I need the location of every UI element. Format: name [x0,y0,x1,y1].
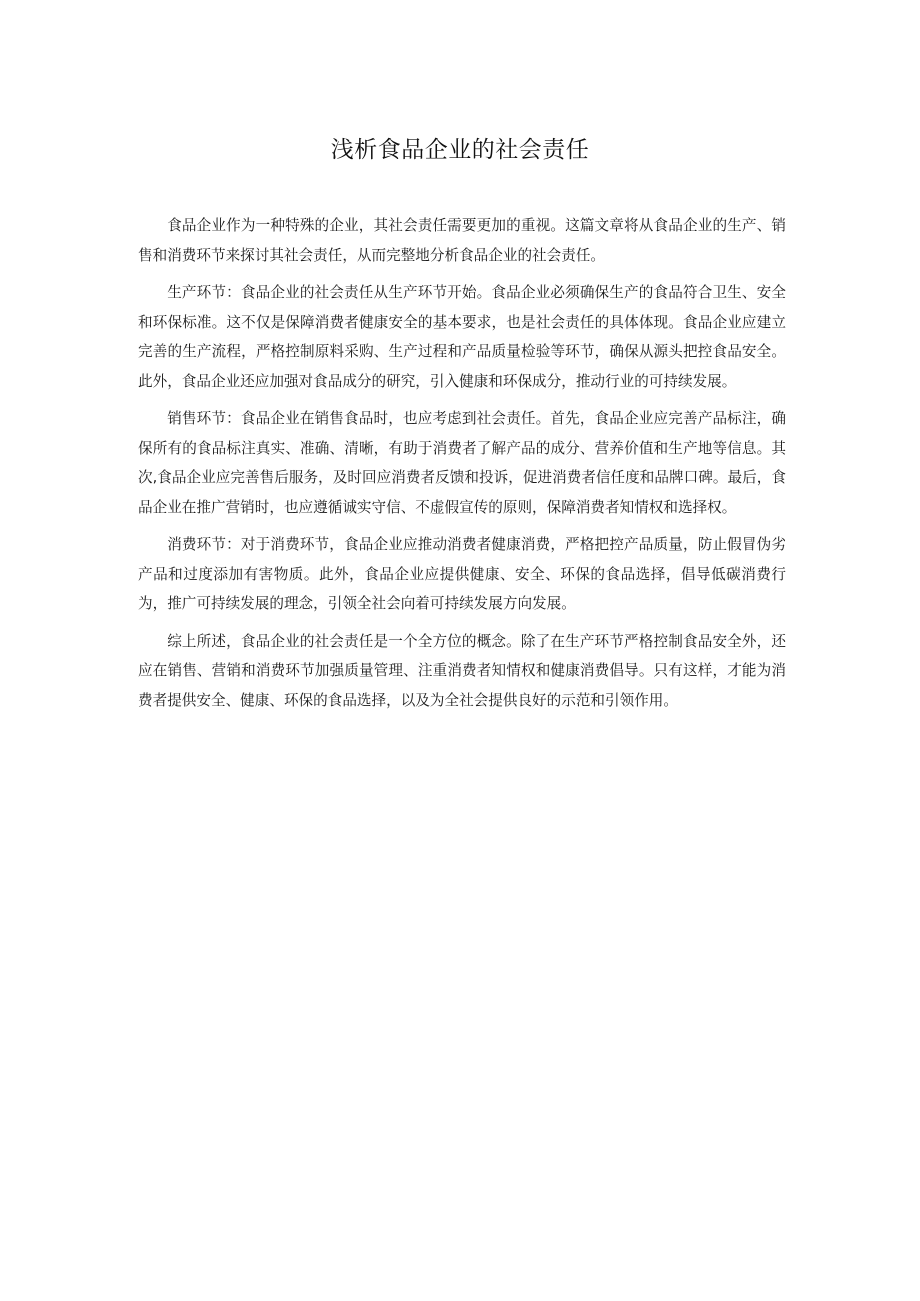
paragraph-sales: 销售环节：食品企业在销售食品时，也应考虑到社会责任。首先，食品企业应完善产品标注，确保所有的食品标注真实、准确、清晰，有助于消费者了解产品的成分、营养价值和生产地等信息。其次,食品企业应完善售后服务，及时回应消费者反馈和投诉，促进消费者信任度和品牌口碑。最后，食品企业在推广营销时，也应遵循诚实守信、不虚假宣传的原则，保障消费者知情权和选择权。 [138,410,786,516]
paragraph-consumption: 消费环节：对于消费环节，食品企业应推动消费者健康消费，严格把控产品质量，防止假冒伪劣产品和过度添加有害物质。此外，食品企业应提供健康、安全、环保的食品选择，倡导低碳消费行为，推广可持续发展的理念，引领全社会向着可持续发展方向发展。 [138,536,786,612]
paragraph-production: 生产环节：食品企业的社会责任从生产环节开始。食品企业必须确保生产的食品符合卫生、安全和环保标准。这不仅是保障消费者健康安全的基本要求，也是社会责任的具体体现。食品企业应建立完善的生产流程，严格控制原料采购、生产过程和产品质量检验等环节，确保从源头把控食品安全。此外，食品企业还应加强对食品成分的研究，引入健康和环保成分，推动行业的可持续发展。 [138,284,786,390]
document-body [138,211,786,723]
paragraph-conclusion: 综上所述，食品企业的社会责任是一个全方位的概念。除了在生产环节严格控制食品安全外，还应在销售、营销和消费环节加强质量管理、注重消费者知情权和健康消费倡导。只有这样，才能为消费者提供安全、健康、环保的食品选择，以及为全社会提供良好的示范和引领作用。 [138,632,786,709]
page-title: 浅析食品企业的社会责任 [330,137,590,163]
paragraph-intro: 食品企业作为一种特殊的企业，其社会责任需要更加的重视。这篇文章将从食品企业的生产、销售和消费环节来探讨其社会责任，从而完整地分析食品企业的社会责任。 [138,217,786,264]
